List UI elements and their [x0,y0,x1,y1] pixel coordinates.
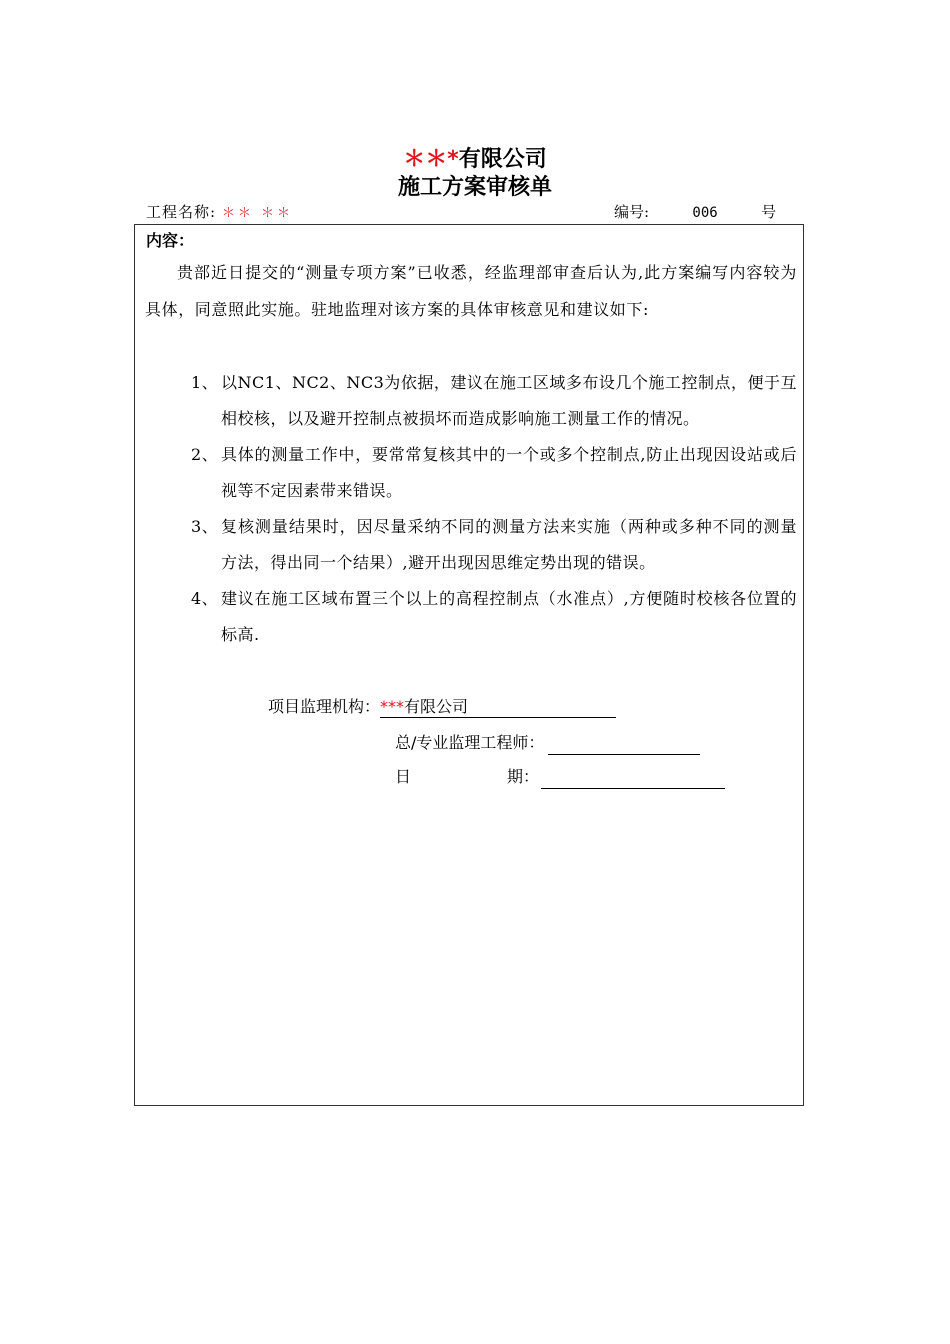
list-item-text: 以NC1、NC2、NC3为依据，建议在施工区域多布设几个施工控制点，便于互相校核，以及避开控制点被损坏而造成影响施工测量工作的情况。 [221,373,797,428]
supervision-org-line [268,695,616,719]
form-number-field [614,201,776,224]
list-item-text: 复核测量结果时，因尽量采纳不同的测量方法来实施（两种或多种不同的测量方法，得出同一个结果）,避开出现因思维定势出现的错误。 [221,517,797,572]
intro-paragraph: 贵部近日提交的“测量专项方案”已收悉，经监理部审查后认为,此方案编写内容较为具体，同意照此实施。驻地监理对该方案的具体审核意见和建议如下: [145,263,797,319]
content-box [134,224,804,1106]
date-field[interactable] [541,770,725,789]
list-item [191,365,797,437]
list-item-number: 3、 [191,517,219,536]
list-item-text: 具体的测量工作中，要常常复核其中的一个或多个控制点,防止出现因设站或后视等不定因素带来错误。 [221,445,797,500]
content-label: 内容： [146,231,195,250]
form-number-suffix: 号 [761,203,777,221]
meta-row [146,201,800,223]
supervision-org-stars: *** [380,697,405,716]
form-title: 施工方案审核单 [397,175,552,200]
engineer-signature-line [395,731,700,755]
project-name-label: 工程名称: [146,203,217,221]
opinion-list [191,365,797,653]
project-name-value: ＊＊ ＊＊ [221,206,293,221]
date-label-first: 日 [395,767,412,786]
supervision-org-name: 有限公司 [404,697,469,716]
list-item-number: 1、 [191,373,219,392]
list-item [191,437,797,509]
supervision-org-underline [380,697,616,718]
company-title [0,145,950,175]
date-line [395,765,725,789]
list-item-text: 建议在施工区域布置三个以上的高程控制点（水准点）,方便随时校核各位置的标高. [221,589,797,644]
supervision-org-label: 项目监理机构： [268,697,381,716]
list-item [191,509,797,581]
form-number-value: 006 [692,205,718,221]
list-item [191,581,797,653]
company-name: 有限公司 [458,147,547,172]
form-number-label: 编号: [614,203,650,221]
list-item-number: 4、 [191,589,219,608]
project-name-field [146,201,293,225]
list-item-number: 2、 [191,445,219,464]
date-label-second: 期： [507,767,540,786]
engineer-signature-field[interactable] [548,736,700,755]
company-stars: ＊＊* [403,147,459,172]
engineer-label: 总/专业监理工程师： [395,733,545,752]
